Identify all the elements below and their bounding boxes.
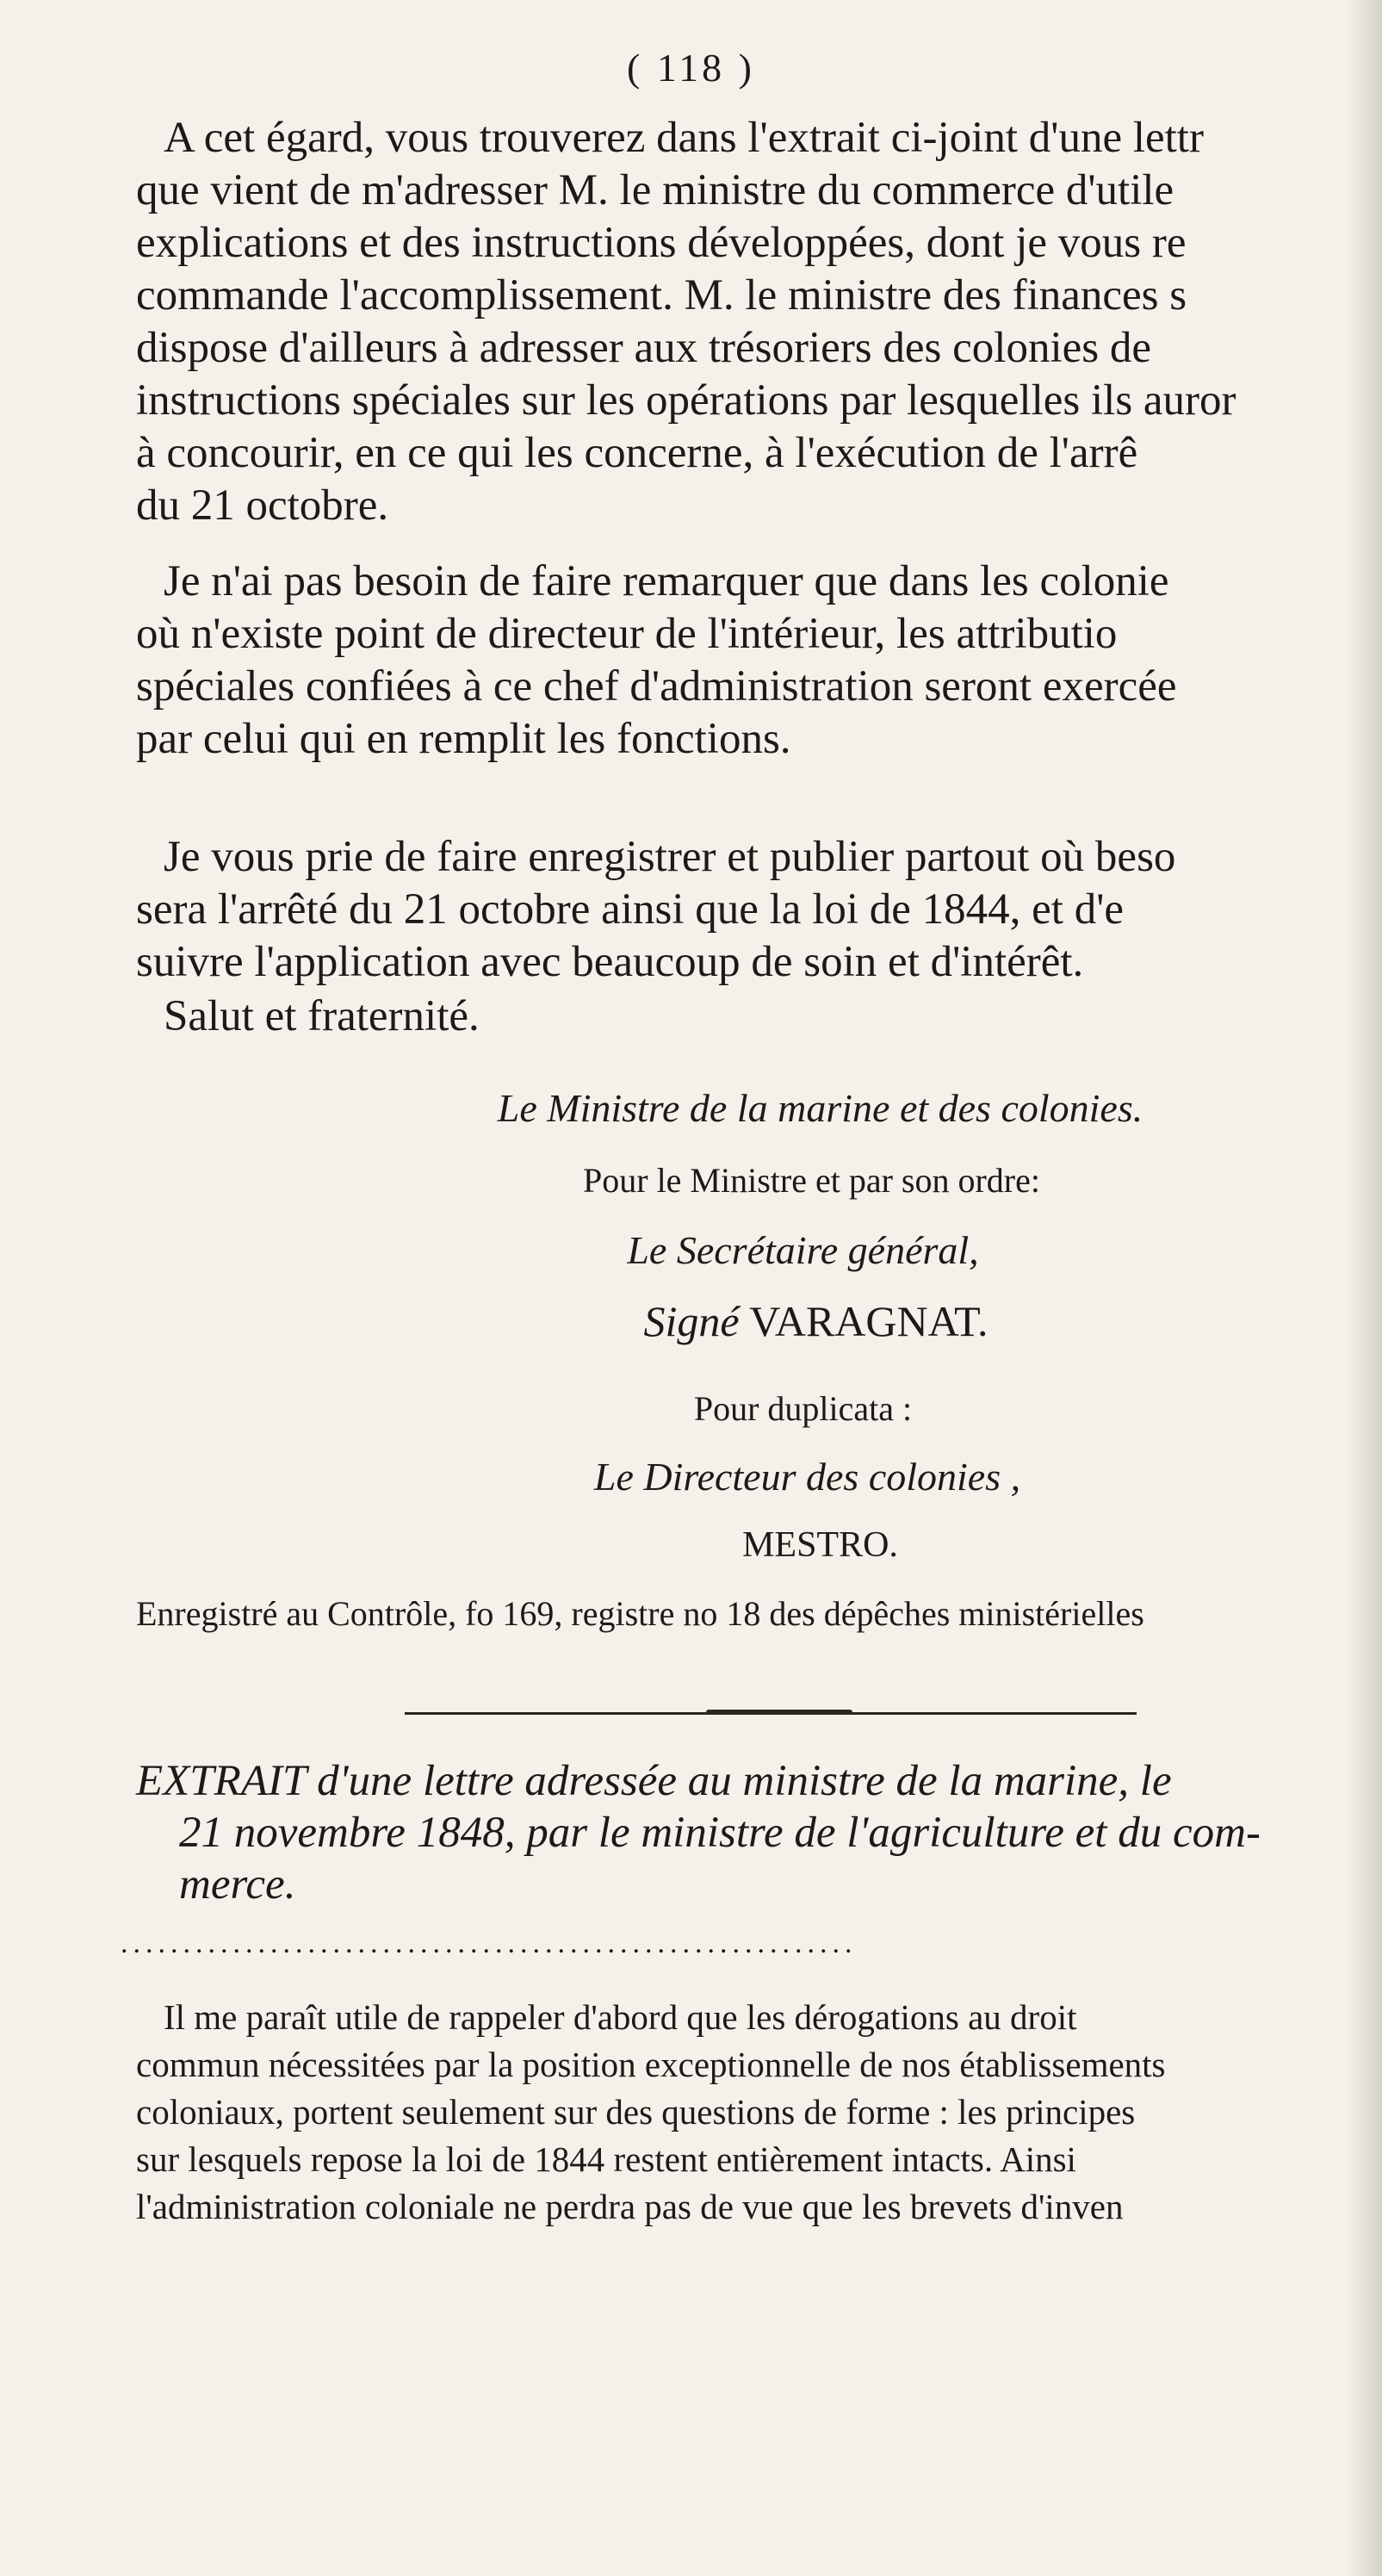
text-line: spéciales confiées à ce chef d'administration seront exercée <box>136 662 1177 711</box>
text-line: explications et des instructions développées, dont je vous re <box>136 219 1187 267</box>
letter-paragraph-1 <box>136 112 1359 532</box>
ellipsis-row: ........................................................... <box>121 1927 858 1959</box>
page-number: ( 118 ) <box>627 46 755 90</box>
text-line: suivre l'application avec beaucoup de soin et d'intérêt. <box>136 938 1084 986</box>
signature-by-order: Pour le Ministre et par son ordre: <box>583 1161 1040 1200</box>
extract-heading <box>136 1755 1359 1910</box>
letter-paragraph-3 <box>136 831 1359 989</box>
text-line: commande l'accomplissement. M. le ministre des finances s <box>136 271 1187 320</box>
closing-salutation <box>136 990 1359 1043</box>
extract-heading-line: merce. <box>179 1860 296 1909</box>
text-line: à concourir, en ce qui les concerne, à l'exécution de l'arrê <box>136 429 1138 477</box>
text-line: Je vous prie de faire enregistrer et publier partout où beso <box>164 833 1176 881</box>
text-line: A cet égard, vous trouverez dans l'extrait ci-joint d'une lettr <box>164 114 1204 162</box>
text-line: où n'existe point de directeur de l'intérieur, les attributio <box>136 610 1118 658</box>
extract-heading-line: 21 novembre 1848, par le ministre de l'agriculture et du com- <box>179 1809 1261 1857</box>
letter-paragraph-2 <box>136 556 1359 766</box>
text-line: commun nécessitées par la position exceptionnelle de nos établissements <box>136 2045 1166 2084</box>
signature-ministry: Le Ministre de la marine et des colonies. <box>497 1086 1143 1130</box>
extract-body <box>136 1994 1359 2231</box>
register-note: Enregistré au Contrôle, fo 169, registre no 18 des dépêches ministérielles <box>136 1594 1144 1633</box>
text-line: sera l'arrêté du 21 octobre ainsi que la loi de 1844, et d'e <box>136 885 1125 934</box>
signature-secretary-title: Le Secrétaire général, <box>627 1228 979 1272</box>
text-line: sur lesquels repose la loi de 1844 restent entièrement intacts. Ainsi <box>136 2139 1076 2179</box>
text-line: l'administration coloniale ne perdra pas de vue que les brevets d'inven <box>136 2187 1124 2226</box>
text-line: que vient de m'adresser M. le ministre du commerce d'utile <box>136 166 1174 214</box>
text-line: par celui qui en remplit les fonctions. <box>136 715 791 763</box>
signature-signed-line <box>0 1296 1382 1346</box>
signed-name: VARAGNAT. <box>749 1297 988 1345</box>
text-line: Je n'ai pas besoin de faire remarquer que dans les colonie <box>164 557 1169 605</box>
section-divider-ornament <box>706 1710 852 1715</box>
text-line: dispose d'ailleurs à adresser aux trésoriers des colonies de <box>136 324 1151 372</box>
text-line: Il me paraît utile de rappeler d'abord que les dérogations au droit <box>164 1997 1077 2037</box>
signed-prefix: Signé <box>643 1297 740 1345</box>
extract-heading-line: EXTRAIT d'une lettre adressée au ministre de la marine, le <box>136 1757 1172 1805</box>
text-line: Salut et fraternité. <box>164 992 480 1040</box>
signature-director-title: Le Directeur des colonies , <box>593 1455 1021 1499</box>
signature-director-name: MESTRO. <box>742 1525 898 1565</box>
text-line: du 21 octobre. <box>136 481 389 530</box>
signature-duplicate: Pour duplicata : <box>693 1389 913 1428</box>
text-line: coloniaux, portent seulement sur des questions de forme : les principes <box>136 2092 1136 2132</box>
text-line: instructions spéciales sur les opérations par lesquelles ils auror <box>136 376 1236 425</box>
